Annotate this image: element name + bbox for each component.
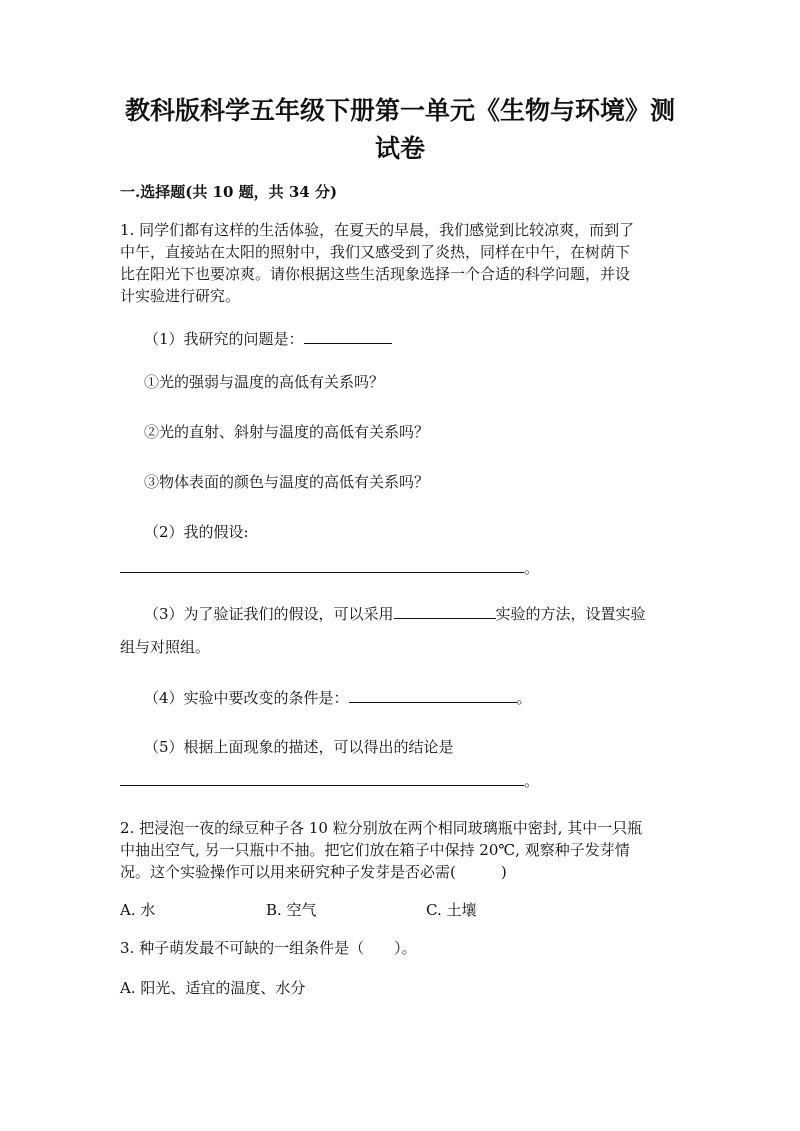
q2-stem-line-1: 2. 把浸泡一夜的绿豆种子各 10 粒分别放在两个相同玻璃瓶中密封, 其中一只瓶 [120,819,643,837]
q1-stem-line-4: 计实验进行研究。 [120,287,241,305]
q1-part5-period: 。 [524,772,540,790]
q2-stem-line-2: 中抽出空气, 另一只瓶中不抽。把它们放在箱子中保持 20℃, 观察种子发芽情 [120,841,630,859]
q2-option-a[interactable]: A. 水 [120,901,156,919]
q1-part1-label: （1）我研究的问题是： [144,330,304,348]
q1-choice-1: ①光的强弱与温度的高低有关系吗？ [144,373,385,391]
q1-part4 [144,686,532,709]
q1-part2-answer-blank[interactable] [120,556,524,573]
q1-stem-line-3: 比在阳光下也要凉爽。请你根据这些生活现象选择一个合适的科学问题，并设 [120,265,631,283]
q1-part2-label: （2）我的假设: [144,523,249,541]
q1-part5-answer-blank[interactable] [120,769,524,786]
q2-option-b[interactable]: B. 空气 [266,901,317,919]
section-header: 一.选择题(共 10 题，共 34 分) [120,183,338,201]
q1-part3 [144,602,646,625]
q1-part5-label: （5）根据上面现象的描述，可以得出的结论是 [144,738,454,756]
q1-choice-3: ③物体表面的颜色与温度的高低有关系吗？ [144,473,430,491]
q1-part4-answer-blank[interactable] [349,686,517,703]
title-line-1: 教科版科学五年级下册第一单元《生物与环境》测 [124,96,675,125]
q1-choice-2: ②光的直射、斜射与温度的高低有关系吗？ [144,423,430,441]
q1-part1 [144,327,392,350]
q1-part2-period: 。 [524,559,540,577]
q2-stem-line-3: 况。这个实验操作可以用来研究种子发芽是否必需( ) [120,863,507,881]
title-line-2: 试卷 [374,134,425,163]
q1-part5-answer [120,769,539,792]
q1-part3-after: 实验的方法，设置实验 [495,605,646,623]
q1-part3-line-2: 组与对照组。 [120,638,211,656]
q1-stem-line-2: 中午，直接站在太阳的照射中，我们又感受到了炎热，同样在中午，在树荫下 [120,243,631,261]
q1-part3-before: （3）为了验证我们的假设，可以采用 [144,605,394,623]
q3-option-a[interactable]: A. 阳光、适宜的温度、水分 [120,979,306,997]
q1-part3-answer-blank[interactable] [394,602,496,619]
q1-part1-answer-blank[interactable] [304,327,392,344]
q3-stem: 3. 种子萌发最不可缺的一组条件是（ ）。 [120,939,417,957]
q1-part4-period: 。 [516,689,532,707]
q1-stem-line-1: 1. 同学们都有这样的生活体验，在夏天的早晨，我们感觉到比较凉爽，而到了 [120,221,635,239]
q2-option-c[interactable]: C. 土壤 [426,901,477,919]
exam-title [120,92,680,168]
q1-part2-answer [120,556,539,579]
q1-part4-label: （4）实验中要改变的条件是： [144,689,349,707]
